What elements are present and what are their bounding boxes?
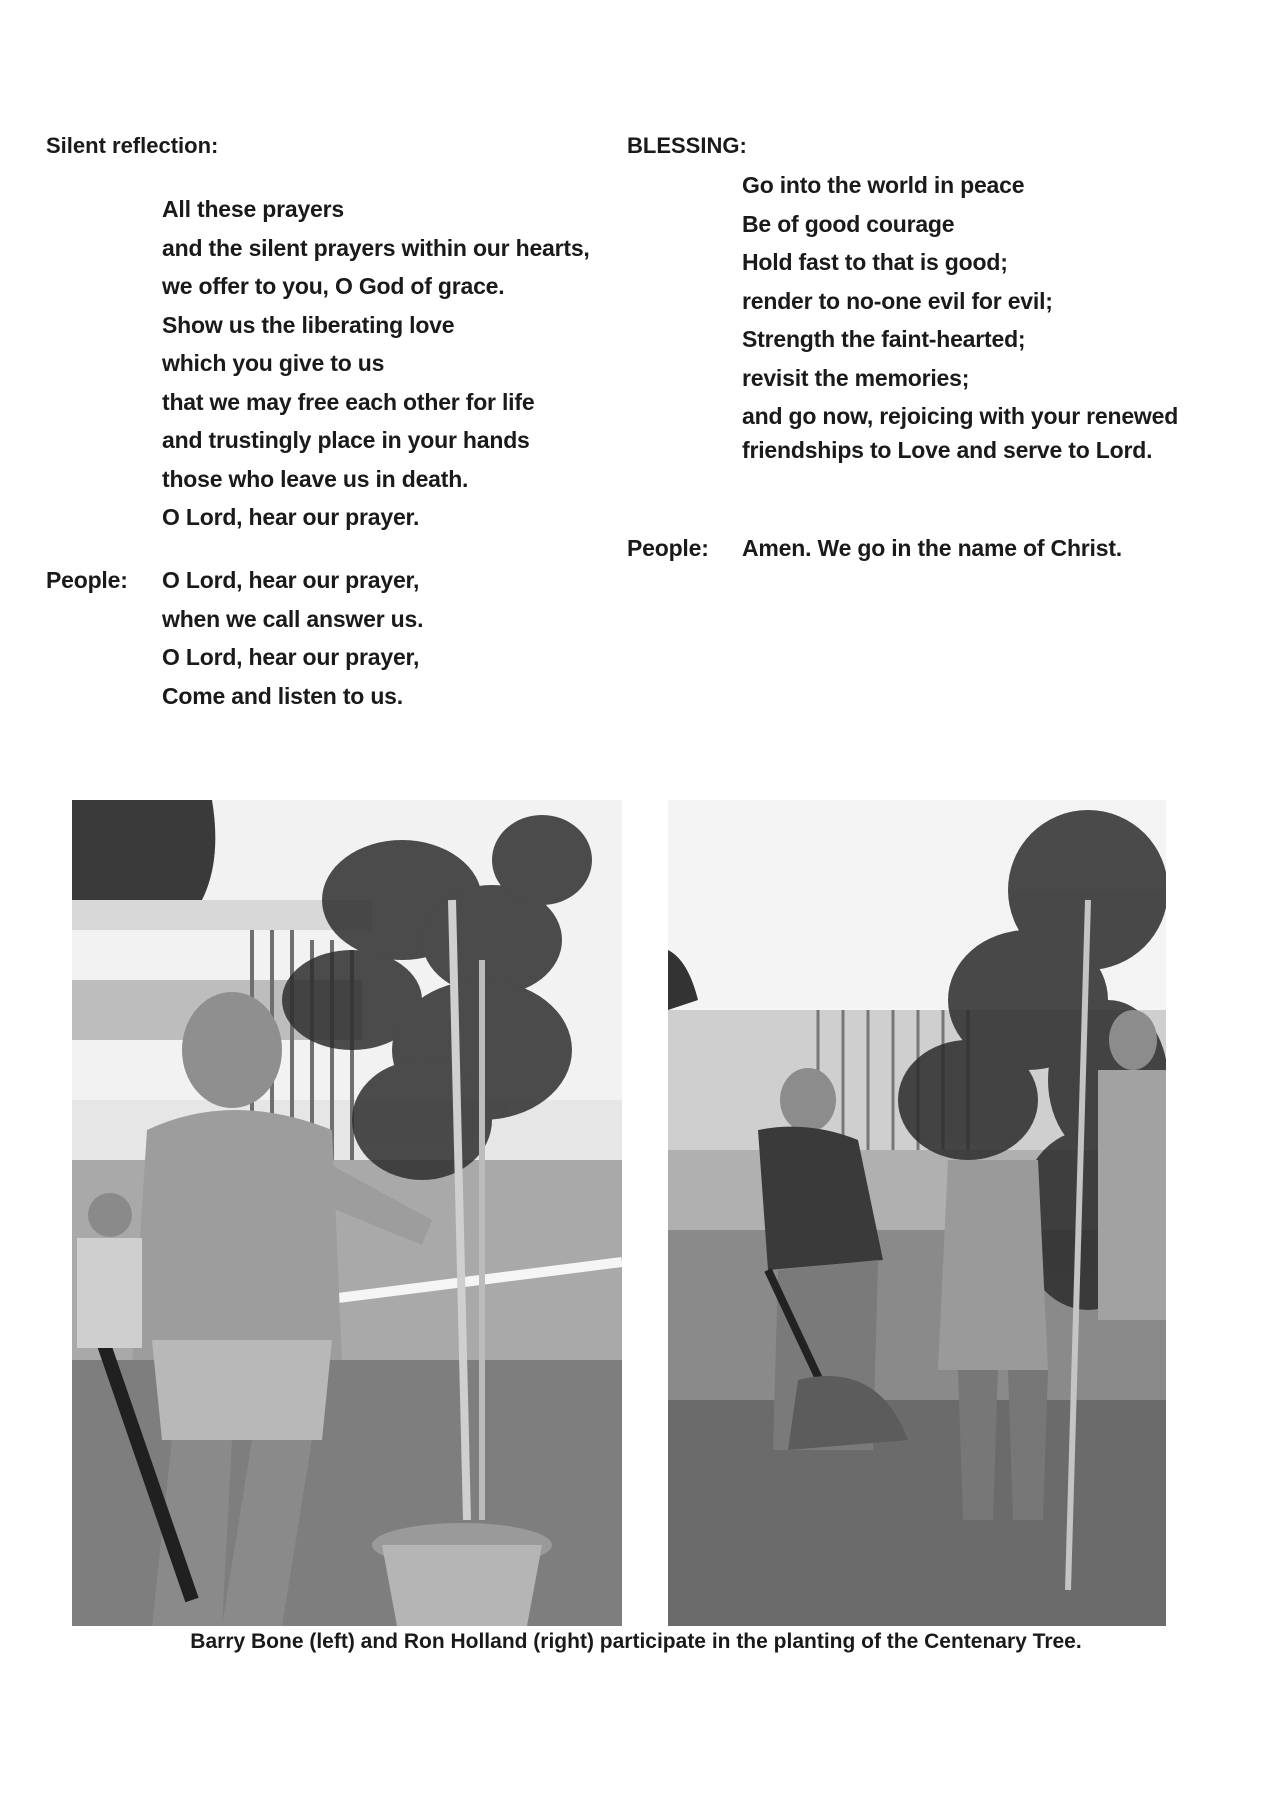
response-line: O Lord, hear our prayer, — [162, 567, 420, 593]
blessing-line: Strength the faint-hearted; — [742, 326, 1026, 352]
photo-left — [72, 800, 622, 1626]
prayer-line: and trustingly place in your hands — [162, 427, 530, 453]
people-response-right: Amen. We go in the name of Christ. — [742, 535, 1122, 561]
blessing-line: revisit the memories; — [742, 364, 970, 391]
blessing-line: and go now, rejoicing with your renewed friendships to Love and serve to Lord. — [742, 403, 1179, 463]
prayer-line: that we may free each other for life — [162, 388, 535, 415]
prayer-line: and the silent prayers within our hearts, — [162, 234, 590, 261]
prayer-text — [162, 190, 590, 537]
people-label-right: People: — [627, 535, 709, 561]
prayer-line: All these prayers — [162, 196, 344, 222]
prayer-line: which you give to us — [162, 350, 385, 376]
blessing-line: Go into the world in peace — [742, 172, 1025, 198]
silent-reflection-heading: Silent reflection: — [46, 133, 219, 158]
blessing-line: Be of good courage — [742, 210, 955, 237]
photo-caption: Barry Bone (left) and Ron Holland (right) participate in the planting of the Centenary Tree. — [190, 1630, 1082, 1653]
response-line: when we call answer us. — [162, 605, 424, 632]
prayer-line: we offer to you, O God of grace. — [162, 273, 505, 299]
blessing-heading: BLESSING: — [627, 133, 747, 158]
photo-right — [668, 800, 1166, 1626]
prayer-line: O Lord, hear our prayer. — [162, 504, 420, 530]
tree-planting-photo-right — [668, 800, 1166, 1626]
prayer-line: Show us the liberating love — [162, 311, 455, 338]
prayer-line: those who leave us in death. — [162, 465, 469, 492]
tree-planting-photo-left — [72, 800, 622, 1626]
response-line: Come and listen to us. — [162, 682, 403, 709]
blessing-text — [742, 166, 1182, 467]
people-label-left: People: — [46, 567, 128, 593]
blessing-line: Hold fast to that is good; — [742, 249, 1008, 275]
response-line: O Lord, hear our prayer, — [162, 644, 420, 670]
blessing-line: render to no-one evil for evil; — [742, 287, 1053, 314]
people-response-left — [162, 561, 423, 715]
